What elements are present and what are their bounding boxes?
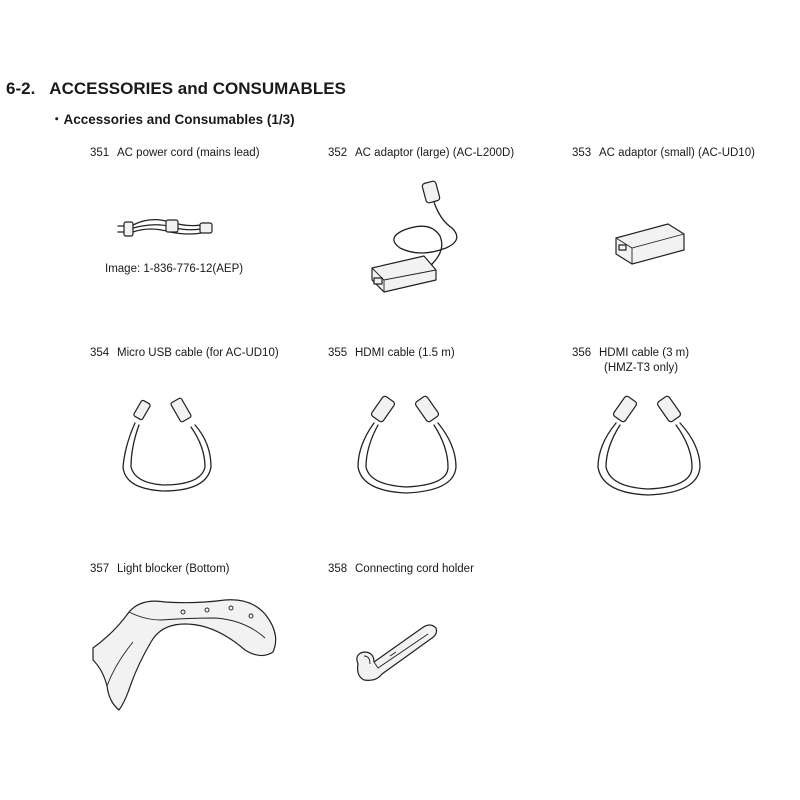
item-note-351: Image: 1-836-776-12(AEP)	[105, 263, 244, 275]
hdmi-cable-3m-illustration	[592, 395, 712, 505]
part-name: Connecting cord holder	[355, 563, 474, 575]
light-blocker-bottom-illustration	[85, 590, 285, 720]
part-number: 351	[90, 147, 110, 159]
section-title: ACCESSORIES and CONSUMABLES	[49, 79, 346, 98]
item-label-351	[90, 146, 260, 161]
part-number: 358	[328, 563, 348, 575]
part-number: 357	[90, 563, 110, 575]
item-label-358	[328, 562, 474, 577]
section-heading	[6, 79, 346, 99]
part-number: 356	[572, 347, 592, 359]
hdmi-cable-1-5m-illustration	[350, 395, 470, 505]
item-label-355	[328, 346, 455, 361]
part-name: HDMI cable (3 m)	[599, 347, 690, 359]
item-label-356	[572, 346, 689, 361]
part-name: AC power cord (mains lead)	[117, 147, 260, 159]
part-number: 353	[572, 147, 592, 159]
part-name: AC adaptor (small) (AC-UD10)	[599, 147, 755, 159]
micro-usb-cable-illustration	[115, 395, 225, 505]
connecting-cord-holder-illustration	[350, 612, 445, 692]
ac-adaptor-small-illustration	[612, 218, 692, 268]
part-number: 352	[328, 147, 348, 159]
item-label-356-line2: (HMZ-T3 only)	[604, 362, 679, 374]
part-number: 354	[90, 347, 110, 359]
part-name: Light blocker (Bottom)	[117, 563, 230, 575]
part-name: HDMI cable (1.5 m)	[355, 347, 455, 359]
part-number: 355	[328, 347, 348, 359]
ac-power-cord-illustration	[110, 210, 220, 250]
ac-adaptor-large-illustration	[360, 180, 470, 300]
item-label-354	[90, 346, 279, 361]
item-label-353	[572, 146, 755, 161]
item-label-352	[328, 146, 514, 161]
section-number: 6-2.	[6, 79, 36, 98]
part-name: Micro USB cable (for AC-UD10)	[117, 347, 279, 359]
item-label-357	[90, 562, 230, 577]
part-name: AC adaptor (large) (AC-L200D)	[355, 147, 515, 159]
page-subtitle: ・Accessories and Consumables (1/3)	[50, 112, 295, 127]
